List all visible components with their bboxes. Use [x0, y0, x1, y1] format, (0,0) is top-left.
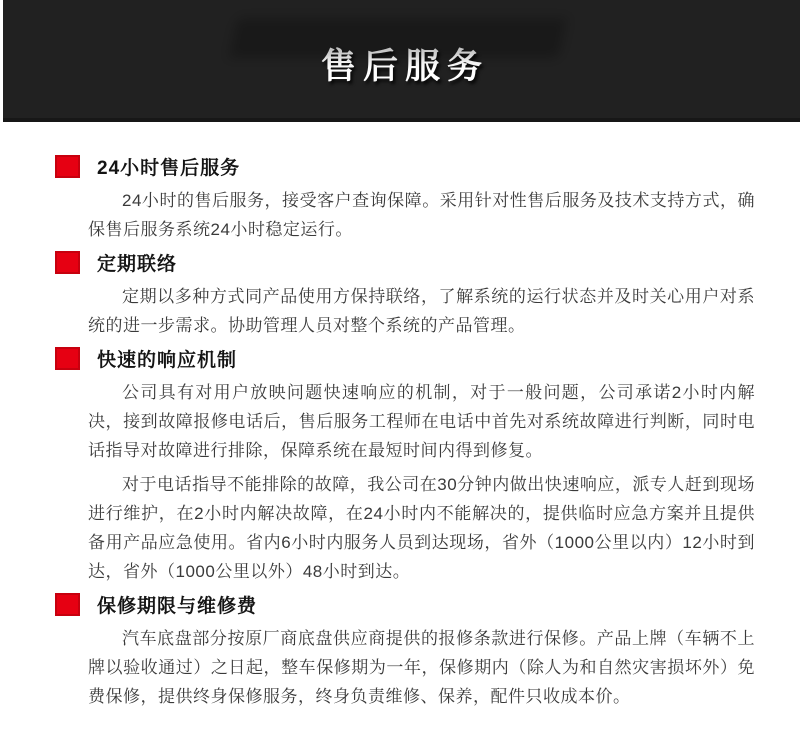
section-paragraph: 汽车底盘部分按原厂商底盘供应商提供的报修条款进行保修。产品上牌（车辆不上牌以验收通过）之日起，整车保修期为一年，保修期内（除人为和自然灾害损坏外）免费保修，提供终身保修服务，终身负责维修、保养，配件只收成本价。	[88, 629, 755, 706]
section-heading-row	[55, 591, 755, 617]
section-paragraph: 公司具有对用户放映问题快速响应的机制，对于一般问题，公司承诺2小时内解决，接到故障报修电话后，售后服务工程师在电话中首先对系统故障进行判断，同时电话指导对故障进行排除，保障系统在最短时间内得到修复。	[88, 383, 755, 460]
section-heading: 定期联络	[97, 253, 178, 275]
red-square-bullet-icon	[55, 593, 80, 616]
red-square-bullet-icon	[55, 347, 80, 370]
watermark-smudge	[229, 18, 568, 58]
section-heading: 保修期限与维修费	[97, 595, 258, 617]
section-heading-row	[55, 249, 755, 275]
section-paragraph: 对于电话指导不能排除的故障，我公司在30分钟内做出快速响应，派专人赶到现场进行维护，在2小时内解决故障，在24小时内不能解决的，提供临时应急方案并且提供备用产品应急使用。省内6小时内服务人员到达现场，省外（1000公里以内）12小时到达，省外（1000公里以外）48小时到达。	[88, 475, 755, 581]
section-heading: 快速的响应机制	[97, 349, 238, 371]
red-square-bullet-icon	[55, 155, 80, 178]
section-heading-row	[55, 345, 755, 371]
section-warranty-fees	[55, 591, 755, 711]
section-paragraph: 定期以多种方式同产品使用方保持联络，了解系统的运行状态并及时关心用户对系统的进一步需求。协助管理人员对整个系统的产品管理。	[88, 287, 755, 335]
section-regular-contact	[55, 249, 755, 340]
page-header-banner	[3, 0, 800, 122]
red-square-bullet-icon	[55, 251, 80, 274]
section-heading-row	[55, 153, 755, 179]
section-heading: 24小时售后服务	[97, 157, 241, 179]
section-paragraph: 24小时的售后服务，接受客户查询保障。采用针对性售后服务及技术支持方式，确保售后服务系统24小时稳定运行。	[88, 191, 755, 239]
content-area	[0, 122, 800, 711]
section-rapid-response	[55, 345, 755, 586]
section-24h-service	[55, 153, 755, 244]
page-title: 售后服务	[320, 47, 489, 86]
